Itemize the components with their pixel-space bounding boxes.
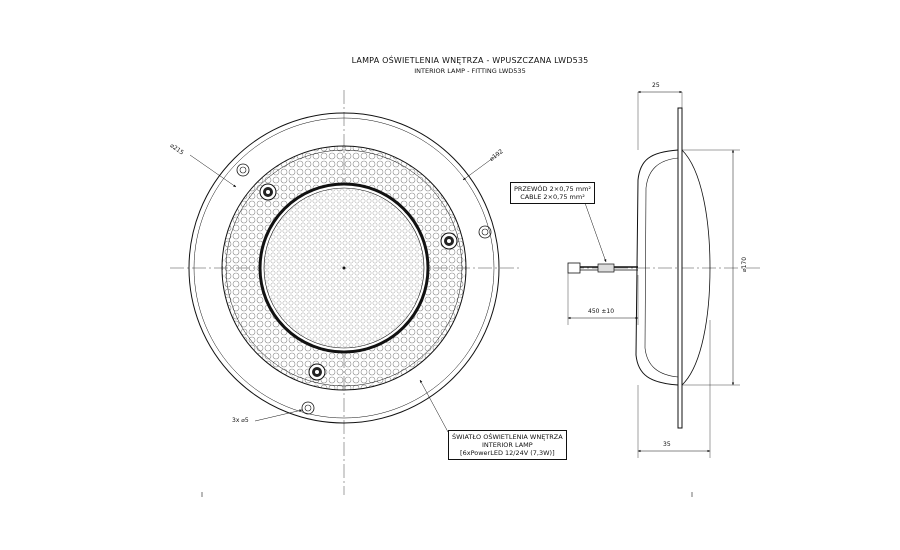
- cable-connector: [568, 263, 580, 273]
- dim-label-192: ⌀192: [488, 148, 505, 163]
- center-point: [343, 267, 346, 270]
- cable-spec-line2: CABLE 2×0,75 mm²: [520, 193, 585, 202]
- screw-hole-3-inner: [305, 405, 311, 411]
- side-view: [568, 92, 760, 458]
- lens-screw-3: [309, 364, 325, 380]
- dim-label-35: 35: [663, 441, 671, 448]
- lamp-spec-line2: INTERIOR LAMP: [481, 441, 533, 450]
- dim-label-450: 450 ±10: [588, 308, 615, 315]
- leader-215: [190, 155, 236, 187]
- screw-hole-2: [479, 226, 491, 238]
- cable-spec-line1: PRZEWÓD 2×0,75 mm²: [514, 185, 592, 193]
- screw-hole-3: [302, 402, 314, 414]
- cable-spec-box: [510, 182, 595, 204]
- lens-screw-1: [260, 184, 276, 200]
- screw-hole-1: [237, 164, 249, 176]
- lamp-spec-box: [448, 430, 567, 460]
- leader-cable: [585, 203, 606, 262]
- lamp-spec-line1: ŚWIATŁO OŚWIETLENIA WNĘTRZA: [452, 433, 563, 441]
- side-flange: [678, 108, 682, 428]
- screw-hole-2-inner: [482, 229, 488, 235]
- side-dome: [636, 150, 678, 385]
- dim-label-215: ⌀215: [168, 142, 185, 157]
- dim-label-25: 25: [652, 82, 660, 89]
- screw-hole-1-inner: [240, 167, 246, 173]
- drawing-title: LAMPA OŚWIETLENIA WNĘTRZA - WPUSZCZANA LWD535: [351, 56, 589, 65]
- lens-screw-2: [441, 233, 457, 249]
- drawing-subtitle: INTERIOR LAMP - FITTING LWD535: [414, 67, 526, 75]
- lamp-spec-line3: [6xPowerLED 12/24V (7,3W)]: [460, 449, 555, 458]
- dim-label-holes: 3x ⌀5: [232, 417, 249, 424]
- dim-label-170: ⌀170: [741, 256, 748, 272]
